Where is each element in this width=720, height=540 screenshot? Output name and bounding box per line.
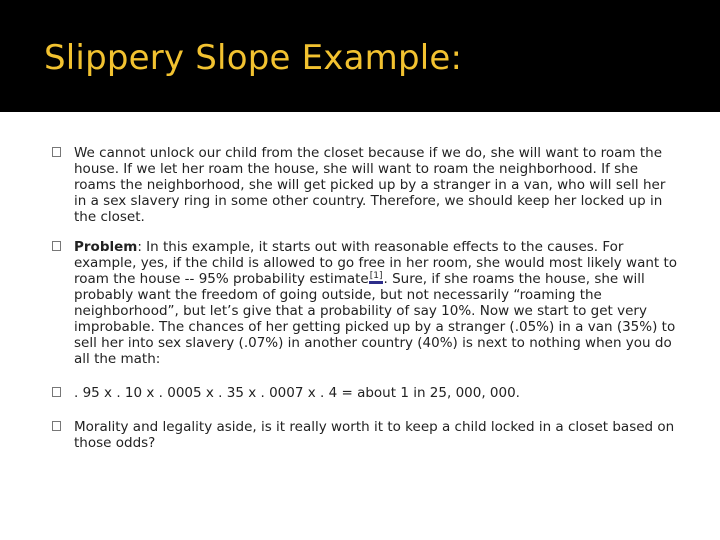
bullet-item bbox=[52, 145, 680, 225]
bullet-marker-icon bbox=[52, 147, 61, 157]
bullet-item bbox=[52, 419, 680, 451]
bullet-text: : In this example, it starts out with reasonable effects to the causes. For example, yes, if the child is allowed to go free in her room, she would most likely want to roam the house -- 95% probability estimate bbox=[74, 239, 678, 287]
bullet-list bbox=[52, 145, 680, 451]
footnote-link[interactable]: [1] bbox=[369, 271, 384, 284]
problem-label: Problem bbox=[74, 239, 138, 255]
bullet-text: Morality and legality aside, is it really worth it to keep a child locked in a closet based on those odds? bbox=[74, 419, 675, 451]
bullet-marker-icon bbox=[52, 241, 61, 251]
bullet-text: . Sure, if she roams the house, she will probably want the freedom of going outside, but not necessarily “roaming the neighborhood”, but let’s give that a probability of say 10%. Now we start to get very improbable. The chances of her getting picked up by a stranger (.05%) in a van (35%) to sell her into sex slavery (.07%) in another country (40%) is next to nothing when you do all the math: bbox=[74, 271, 676, 367]
bullet-item bbox=[52, 239, 680, 367]
slide-title: Slippery Slope Example: bbox=[44, 38, 463, 78]
bullet-text: We cannot unlock our child from the closet because if we do, she will want to roam the house. If we let her roam the house, she will want to roam the neighborhood. If she roams the neighborhood, she will get picked up by a stranger in a van, who will sell her in a sex slavery ring in some other country. Therefore, we should keep her locked up in the closet. bbox=[74, 145, 666, 225]
bullet-marker-icon bbox=[52, 387, 61, 397]
bullet-text: . 95 x . 10 x . 0005 x . 35 x . 0007 x . 4 = about 1 in 25, 000, 000. bbox=[74, 385, 520, 401]
bullet-marker-icon bbox=[52, 421, 61, 431]
bullet-item bbox=[52, 385, 680, 401]
title-bar bbox=[0, 0, 720, 112]
